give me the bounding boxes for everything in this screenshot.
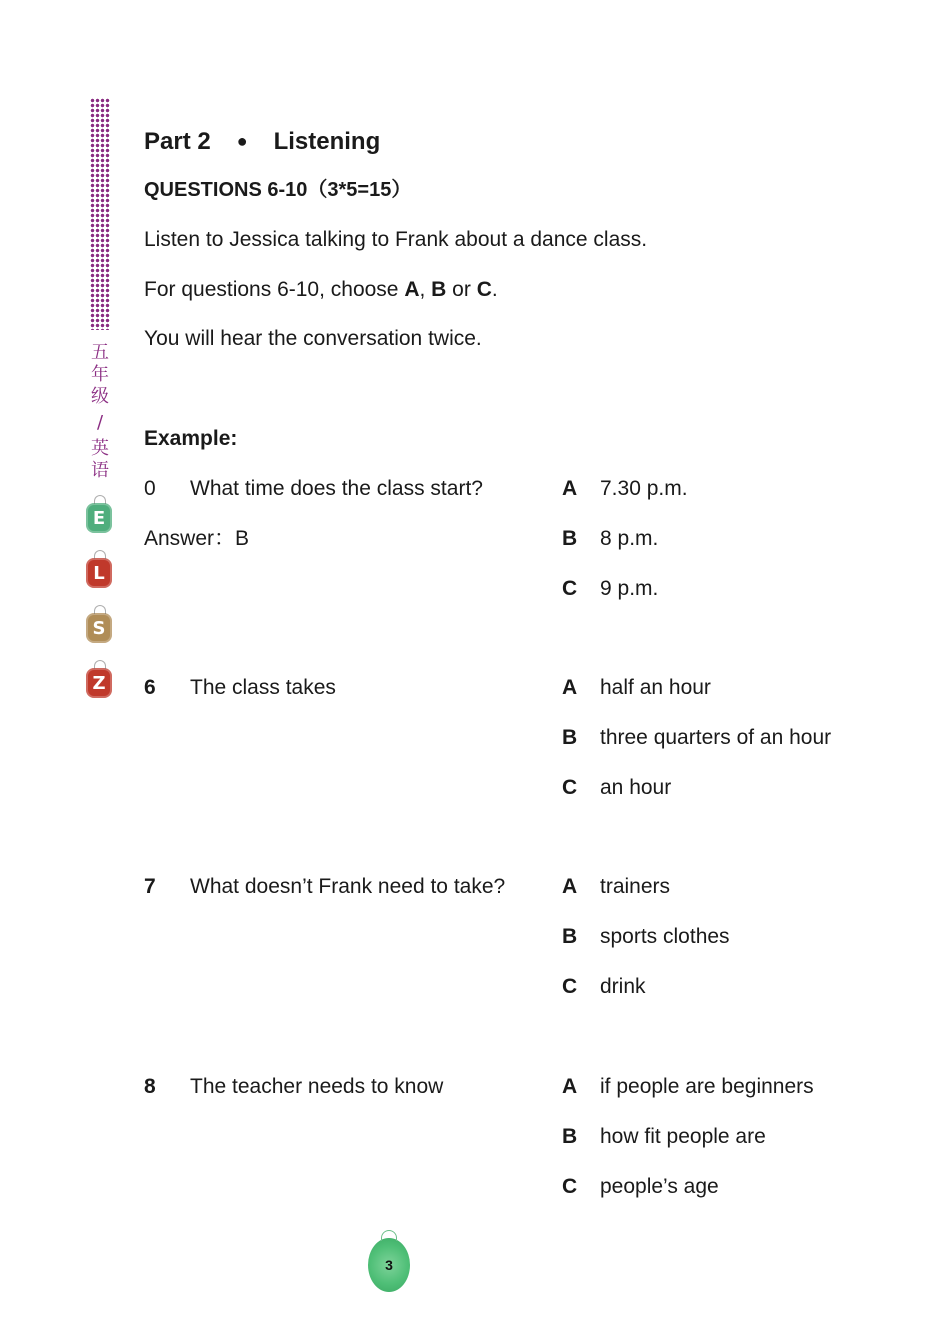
page-title <box>144 127 380 156</box>
question-number: 7 <box>144 875 156 898</box>
option-text: sports clothes <box>600 925 730 948</box>
option-letter: B <box>562 925 578 948</box>
instruction-text: . <box>491 278 498 301</box>
page-number: 3 <box>368 1238 410 1292</box>
option-letter: A <box>562 1075 578 1098</box>
instruction-line-2 <box>144 277 498 303</box>
option-text: three quarters of an hour <box>600 726 832 749</box>
option-letter: A <box>562 477 578 500</box>
grade-char: 五 <box>91 342 109 363</box>
option-text: if people are beginners <box>600 1075 814 1098</box>
example-label: Example: <box>144 427 238 450</box>
option-text: 9 p.m. <box>600 577 659 600</box>
instruction-line-1: Listen to Jessica talking to Frank about a dance class. <box>144 228 648 251</box>
example-number: 0 <box>144 477 156 500</box>
option-letter: C <box>562 975 578 998</box>
option-letter: A <box>562 875 578 898</box>
instruction-line-3: You will hear the conversation twice. <box>144 327 482 350</box>
option-letter: C <box>562 776 578 799</box>
subject-char: 英 <box>91 438 109 459</box>
section-label: Listening <box>273 128 381 155</box>
option-text: half an hour <box>600 676 711 699</box>
question-number: 6 <box>144 676 156 699</box>
bullet-icon: ● <box>236 131 248 151</box>
choice-letter: C <box>476 278 492 301</box>
questions-heading: QUESTIONS 6-10（3*5=15） <box>144 179 412 201</box>
logo-tile-z: Z <box>86 668 112 698</box>
logo-tile-s: S <box>86 613 112 643</box>
option-letter: A <box>562 676 578 699</box>
option-text: trainers <box>600 875 671 898</box>
choice-letter: A <box>404 278 420 301</box>
option-letter: C <box>562 577 578 600</box>
option-letter: B <box>562 527 578 550</box>
example-answer: Answer：B <box>144 527 250 550</box>
option-text: how fit people are <box>600 1125 766 1148</box>
option-text: an hour <box>600 776 672 799</box>
subject-char: 语 <box>91 460 109 481</box>
option-letter: B <box>562 726 578 749</box>
option-letter: B <box>562 1125 578 1148</box>
option-text: drink <box>600 975 646 998</box>
grade-char: 级 <box>91 386 109 407</box>
logo-tile-l: L <box>86 558 112 588</box>
option-letter: C <box>562 1175 578 1198</box>
instruction-text: , <box>419 278 432 301</box>
option-text: 7.30 p.m. <box>600 477 688 500</box>
grade-subject-label <box>88 342 112 482</box>
question-number: 8 <box>144 1075 156 1098</box>
option-text: 8 p.m. <box>600 527 659 550</box>
separator-slash: / <box>96 412 104 433</box>
example-question: What time does the class start? <box>190 477 483 500</box>
question-text: The teacher needs to know <box>190 1075 444 1098</box>
option-text: people’s age <box>600 1175 719 1198</box>
choice-letter: B <box>431 278 447 301</box>
instruction-text: For questions 6-10, choose <box>144 278 405 301</box>
question-text: The class takes <box>190 676 336 699</box>
logo-tile-e: E <box>86 503 112 533</box>
question-text: What doesn’t Frank need to take? <box>190 875 506 898</box>
grade-char: 年 <box>91 364 109 385</box>
instruction-text: or <box>446 278 477 301</box>
decorative-dot-pattern <box>90 98 110 330</box>
part-label: Part 2 <box>144 128 211 155</box>
